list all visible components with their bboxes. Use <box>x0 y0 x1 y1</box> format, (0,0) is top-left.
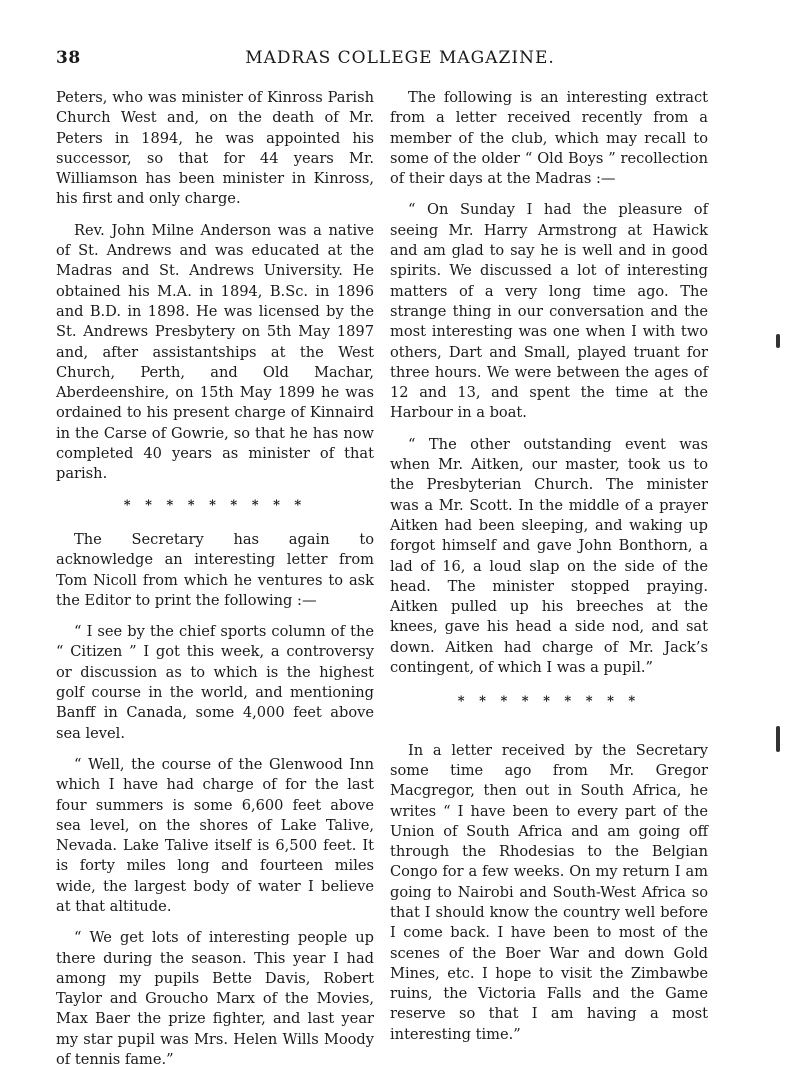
paragraph: “ On Sunday I had the pleasure of seeing Mr. Harry Armstrong at Hawick and am glad to say he is well and in good spirits. We discussed a lot of interesting matters of a very long time ago. The strange thing in our conversation and the most interesting was one when I with two others, Dart and Small, played truant for three hours. We were between the ages of 12 and 13, and spent the time at the Harbour in a boat. <box>390 201 708 422</box>
paragraph: In a letter received by the Secretary some time ago from Mr. Gregor Macgregor, then out in South Africa, he writes “ I have been to every part of the Union of South Africa and am going off through the Rhodesias to the Belgian Congo for a few weeks. On my return I am going to Nairobi and South-West Africa so that I should know the country well before I come back. I have been to most of the scenes of the Boer War and down Gold Mines, etc. I hope to visit the Zimbawbe ruins, the Victoria Falls and the Game reserve so that I am having a most interesting time.” <box>390 741 708 1043</box>
left-column <box>56 88 374 1081</box>
running-head: MADRAS COLLEGE MAGAZINE. <box>245 48 555 68</box>
paragraph: Rev. John Milne Anderson was a native of St. Andrews and was educated at the Madras and St. Andrews University. He obtained his M.A. in 1894, B.Sc. in 1896 and B.D. in 1898. He was licensed by the St. Andrews Presbytery on 5th May 1897 and, after assistantships at the West Church, Perth, and Old Machar, Aberdeenshire, on 15th May 1899 he was ordained to his present charge of Kinnaird in the Carse of Gowrie, so that he has now completed 40 years as minister of that parish. <box>56 221 374 483</box>
paragraph: “ I see by the chief sports column of the “ Citizen ” I got this week, a controversy or discussion as to which is the highest golf course in the world, and mentioning Banff in Canada, some 4,000 feet above sea level. <box>56 623 374 742</box>
section-divider: * * * * * * * * * <box>457 694 641 710</box>
section-divider: * * * * * * * * * <box>123 497 307 513</box>
paragraph: Peters, who was minister of Kinross Parish Church West and, on the death of Mr. Peters in 1894, he was appointed his successor, so that for 44 years Mr. Williamson has been minister in Kinross, his first and only charge. <box>56 89 374 208</box>
paragraph: The Secretary has again to acknowledge an interesting letter from Tom Nicoll from which he ventures to ask the Editor to print the following :— <box>56 530 374 609</box>
right-column <box>390 88 708 1056</box>
margin-mark <box>776 726 780 752</box>
paragraph: “ Well, the course of the Glenwood Inn which I have had charge of for the last four summers is some 6,600 feet above sea level, on the shores of Lake Talive, Nevada. Lake Talive itself is 6,500 feet. It is forty miles long and fourteen miles wide, the largest body of water I believe at that altitude. <box>56 755 374 915</box>
paragraph: “ The other outstanding event was when Mr. Aitken, our master, took us to the Presbyterian Church. The minister was a Mr. Scott. In the middle of a prayer Aitken had been sleeping, and waking up forgot himself and gave John Bonthorn, a lad of 16, a loud slap on the side of the head. The minister stopped praying. Aitken pulled up his breeches at the knees, gave his head a side nod, and sat down. Aitken had charge of Mr. Jack’s contingent, of which I was a pupil.” <box>390 435 708 677</box>
margin-mark <box>776 334 780 348</box>
paragraph: The following is an interesting extract from a letter received recently from a member of the club, which may recall to some of the older “ Old Boys ” recollection of their days at the Madras :— <box>390 89 708 188</box>
page-number: 38 <box>56 48 81 68</box>
paragraph: “ We get lots of interesting people up there during the season. This year I had among my pupils Bette Davis, Robert Taylor and Groucho Marx of the Movies, Max Baer the prize fighter, and last year my star pupil was Mrs. Helen Wills Moody of tennis fame.” <box>56 929 374 1069</box>
